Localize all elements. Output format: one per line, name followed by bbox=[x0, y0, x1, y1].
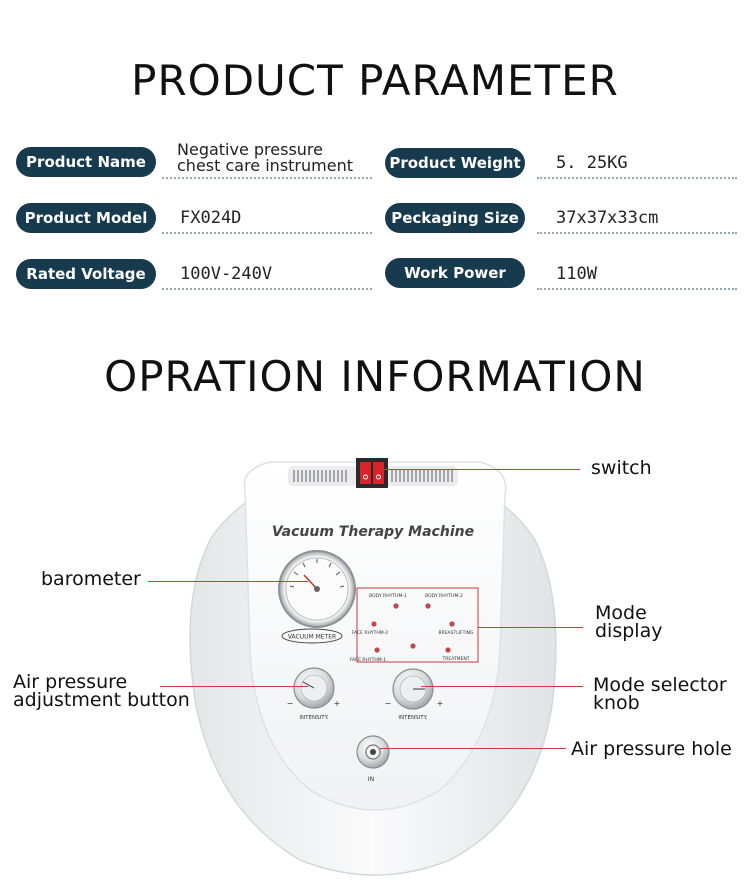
device-name-text: Vacuum Therapy Machine bbox=[271, 524, 475, 540]
mode-label: BREASTLIFTING bbox=[438, 631, 474, 636]
callout-air-pressure-line1: Air pressure bbox=[13, 671, 128, 693]
callout-air-hole: Air pressure hole bbox=[571, 738, 732, 760]
barometer-gauge bbox=[279, 551, 355, 627]
svg-text:VACUUM METER: VACUUM METER bbox=[287, 633, 337, 641]
callout-line-switch bbox=[384, 469, 580, 470]
callout-mode-selector-line2: knob bbox=[593, 692, 640, 714]
callout-line-mode-display bbox=[478, 627, 583, 628]
callout-mode-display-line1: Mode bbox=[595, 602, 647, 624]
callout-switch: switch bbox=[591, 457, 652, 479]
operation-information-heading: OPRATION INFORMATION bbox=[104, 352, 646, 401]
mode-indicator bbox=[371, 621, 376, 626]
power-switch[interactable] bbox=[356, 458, 388, 488]
mode-label: FACE RHYTHM-1 bbox=[349, 658, 387, 663]
callout-barometer: barometer bbox=[41, 568, 141, 590]
knob-plus-sign: + bbox=[333, 699, 341, 708]
knob-minus-sign: − bbox=[384, 699, 392, 708]
param-value-product-name-line2: chest care instrument bbox=[177, 156, 353, 175]
param-value-product-weight: 5. 25KG bbox=[556, 153, 628, 173]
callout-line-barometer bbox=[148, 581, 308, 582]
callout-air-pressure-line2: adjustment button bbox=[13, 689, 190, 711]
param-label-rated-voltage: Rated Voltage bbox=[16, 259, 156, 289]
mode-selector-knob[interactable] bbox=[393, 669, 433, 709]
intensity-label-right: INTENSITY. bbox=[398, 715, 428, 721]
mode-indicator bbox=[445, 647, 450, 652]
knob-minus-sign: − bbox=[286, 699, 294, 708]
callout-line-air-pressure bbox=[160, 686, 308, 687]
mode-indicator bbox=[410, 643, 415, 648]
mode-indicator bbox=[425, 603, 430, 608]
mode-label: TREATMENT bbox=[442, 657, 470, 662]
callout-mode-display-line2: display bbox=[595, 620, 663, 642]
param-label-work-power: Work Power bbox=[385, 258, 525, 288]
mode-indicator bbox=[374, 647, 379, 652]
mode-indicator bbox=[449, 621, 454, 626]
param-value-rated-voltage: 100V-240V bbox=[180, 264, 273, 284]
inlet-label: IN bbox=[367, 776, 375, 783]
knob-plus-sign: + bbox=[436, 699, 444, 708]
param-label-packaging-size: Peckaging Size bbox=[385, 203, 525, 233]
param-value-packaging-size: 37x37x33cm bbox=[556, 208, 659, 228]
mode-label: BODY RHYTHM-1 bbox=[369, 594, 407, 599]
callout-line-mode-selector bbox=[421, 686, 583, 687]
mode-label: FACE RHYTHM-2 bbox=[351, 631, 389, 636]
param-value-product-name-line1: Negative pressure bbox=[177, 140, 323, 159]
mode-label: BODY RHYTHM-2 bbox=[425, 594, 463, 599]
product-parameter-heading: PRODUCT PARAMETER bbox=[131, 56, 619, 105]
air-pressure-knob[interactable] bbox=[294, 668, 334, 708]
callout-line-air-hole bbox=[380, 748, 566, 749]
intensity-label-left: INTENSITY. bbox=[299, 715, 329, 721]
air-pressure-hole[interactable] bbox=[357, 736, 389, 768]
param-label-product-name: Product Name bbox=[16, 147, 156, 177]
mode-indicator bbox=[393, 603, 398, 608]
param-label-product-weight: Product Weight bbox=[385, 148, 525, 178]
callout-mode-selector-line1: Mode selector bbox=[593, 674, 727, 696]
param-value-work-power: 110W bbox=[556, 264, 597, 284]
param-label-product-model: Product Model bbox=[16, 203, 156, 233]
param-value-product-model: FX024D bbox=[180, 208, 242, 228]
